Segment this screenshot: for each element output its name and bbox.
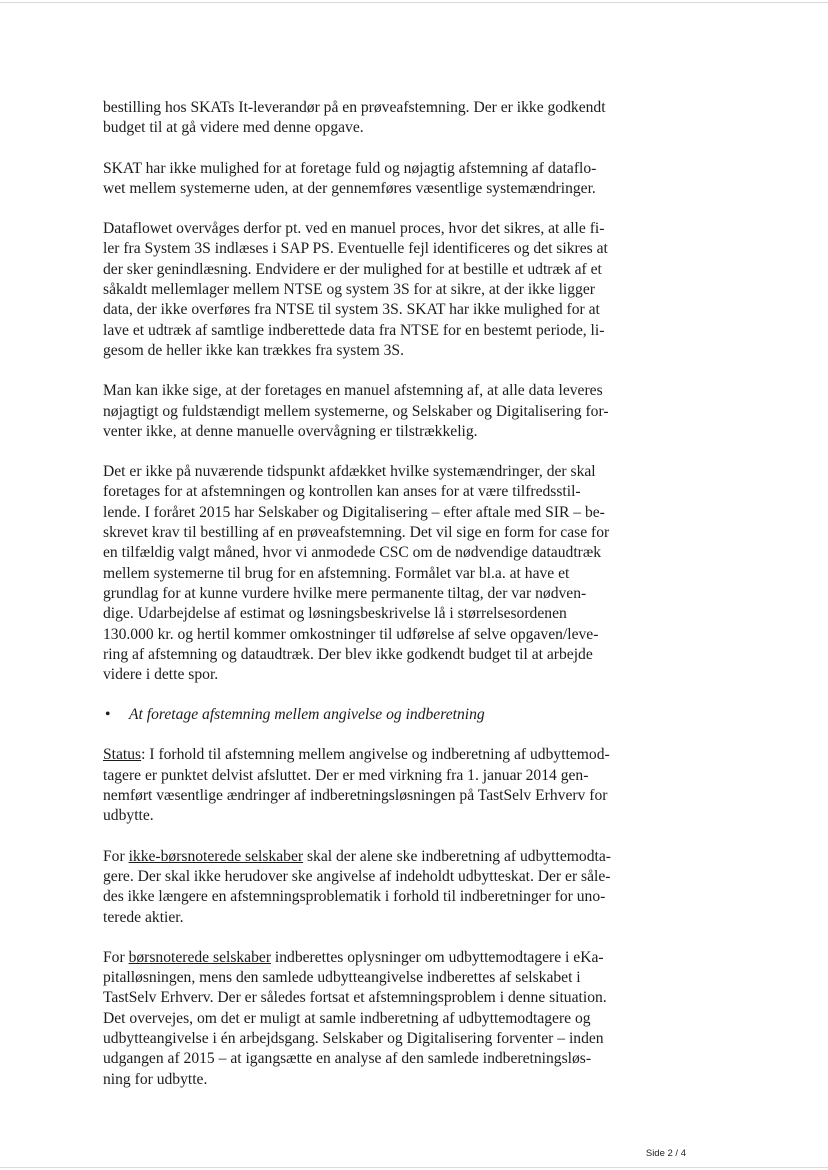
text-line: Man kan ikke sige, at der foretages en manuel afstemning af, at alle data leveres xyxy=(103,382,603,400)
status-label: Status xyxy=(103,746,142,764)
text-line: bestilling hos SKATs It-leverandør på en prøveafstemning. Der er ikke godkendt xyxy=(103,99,606,116)
text-line: venter ikke, at denne manuelle overvågning er tilstrækkelig. xyxy=(103,422,478,440)
text-line: terede aktier. xyxy=(103,908,184,926)
text-line: der sker genindlæsning. Endvidere er der mulighed for at bestille et udtræk af et xyxy=(103,260,602,278)
bottom-divider xyxy=(0,1167,828,1168)
listed-companies-paragraph xyxy=(103,948,723,1090)
text-line: Det er ikke på nuværende tidspunkt afdækket hvilke systemændringer, der skal xyxy=(103,463,596,481)
text-line: mellem systemerne til brug for en afstemning. Formålet var bl.a. at have et xyxy=(103,564,570,582)
paragraph-1 xyxy=(103,98,723,139)
text-line: såkaldt mellemlager mellem NTSE og system 3S for at sikre, at der ikke ligger xyxy=(103,281,595,299)
bullet-heading: At foretage afstemning mellem angivelse og indberetning xyxy=(129,706,485,724)
text-line: Det overvejes, om det er muligt at samle indberetning af udbyttemodtagere og xyxy=(103,1009,591,1027)
text-run: skal der alene ske indberetning af udbyttemodta- xyxy=(303,847,611,865)
text-line: lende. I foråret 2015 har Selskaber og Digitalisering – efter aftale med SIR – be- xyxy=(103,503,605,521)
text-line: dige. Udarbejdelse af estimat og løsningsbeskrivelse lå i størrelsesordenen xyxy=(103,605,567,623)
text-line xyxy=(103,745,723,765)
text-line: nemført væsentlige ændringer af indberetningsløsningen på TastSelv Erhverv for xyxy=(103,787,608,805)
text-run: indberettes oplysninger om udbyttemodtagere i eKa- xyxy=(271,948,604,966)
text-line: udgangen af 2015 – at igangsætte en analyse af den samlede indberetningsløs- xyxy=(103,1050,592,1068)
text-line: skrevet krav til bestilling af en prøveafstemning. Det vil sige en form for case for xyxy=(103,524,610,542)
text-line: 130.000 kr. og hertil kommer omkostninger til udførelse af selve opgaven/leve- xyxy=(103,625,599,643)
text-run: : I forhold til afstemning mellem angivelse og indberetning af udbyttemod- xyxy=(141,746,610,764)
paragraph-2 xyxy=(103,159,723,200)
text-line: pitalløsningen, mens den samlede udbytteangivelse indberettes af selskabet i xyxy=(103,969,581,987)
text-line: udbytte. xyxy=(103,807,154,825)
text-line xyxy=(103,847,723,867)
text-line: budget til at gå videre med denne opgave. xyxy=(103,119,364,137)
text-line: Dataflowet overvåges derfor pt. ved en manuel proces, hvor det sikres, at alle fi- xyxy=(103,220,605,238)
text-line: en tilfældig valgt måned, hvor vi anmodede CSC om de nødvendige dataudtræk xyxy=(103,544,602,562)
page-number: Side 2 / 4 xyxy=(645,1148,686,1159)
text-line: data, der ikke overføres fra NTSE til system 3S. SKAT har ikke mulighed for at xyxy=(103,301,600,319)
paragraph-5 xyxy=(103,462,723,685)
underlined-term: børsnoterede selskaber xyxy=(128,948,272,966)
top-divider xyxy=(0,2,828,3)
text-line: wet mellem systemerne uden, at der gennemføres væsentlige systemændringer. xyxy=(103,179,596,197)
body-text xyxy=(103,98,723,1110)
text-line: ring af afstemning og dataudtræk. Der blev ikke godkendt budget til at arbejde xyxy=(103,645,593,663)
text-line: lave et udtræk af samtlige indberettede data fra NTSE for en bestemt periode, li- xyxy=(103,321,605,339)
status-paragraph xyxy=(103,745,723,826)
text-line: grundlag for at kunne vurdere hvilke mere permanente tiltag, der var nødven- xyxy=(103,584,587,602)
text-line: videre i dette spor. xyxy=(103,666,219,684)
text-line: SKAT har ikke mulighed for at foretage fuld og nøjagtig afstemning af dataflo- xyxy=(103,159,597,177)
text-line: gere. Der skal ikke herudover ske angivelse af indeholdt udbytteskat. Der er såle- xyxy=(103,867,611,885)
text-line: gesom de heller ikke kan trækkes fra system 3S. xyxy=(103,341,404,359)
text-line xyxy=(103,948,723,968)
bullet-dot-icon: • xyxy=(105,706,111,724)
paragraph-3 xyxy=(103,219,723,361)
text-line: tagere er punktet delvist afsluttet. Der er med virkning fra 1. januar 2014 gen- xyxy=(103,766,589,784)
text-line: nøjagtigt og fuldstændigt mellem systemerne, og Selskaber og Digitalisering for- xyxy=(103,402,609,420)
text-line: udbytteangivelse i én arbejdsgang. Selskaber og Digitalisering forventer – inden xyxy=(103,1029,604,1047)
text-line: ler fra System 3S indlæses i SAP PS. Eventuelle fejl identificeres og det sikres at xyxy=(103,240,608,258)
bullet-item xyxy=(103,705,723,725)
paragraph-4 xyxy=(103,381,723,442)
text-run: For xyxy=(103,847,129,865)
underlined-term: ikke-børsnoterede selskaber xyxy=(128,847,304,865)
text-line: ning for udbytte. xyxy=(103,1070,208,1088)
text-line: TastSelv Erhverv. Der er således fortsat et afstemningsproblem i denne situation. xyxy=(103,989,607,1007)
text-line: des ikke længere en afstemningsproblematik i forhold til indberetninger for uno- xyxy=(103,888,606,906)
text-line: foretages for at afstemningen og kontrollen kan anses for at være tilfredsstil- xyxy=(103,483,581,501)
unlisted-companies-paragraph xyxy=(103,847,723,928)
text-run: For xyxy=(103,948,129,966)
